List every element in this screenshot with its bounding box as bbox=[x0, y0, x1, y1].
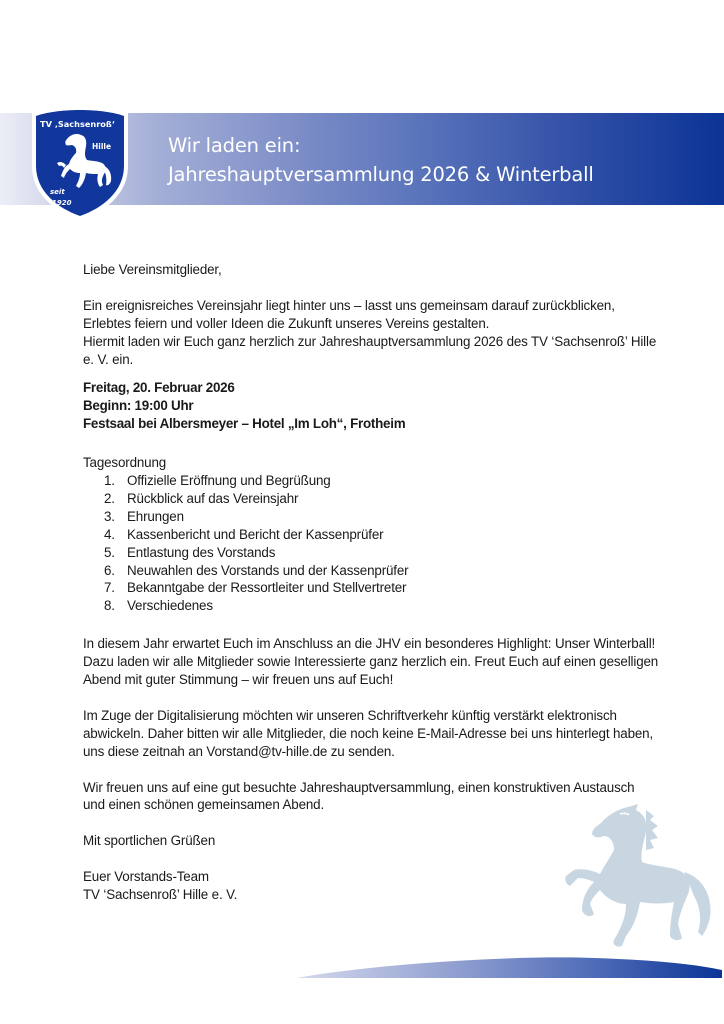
agenda-item bbox=[83, 472, 723, 490]
agenda-text: Rückblick auf das Vereinsjahr bbox=[127, 490, 299, 506]
agenda-text: Kassenbericht und Bericht der Kassenprüfer bbox=[127, 526, 384, 542]
digital-line: uns diese zeitnah an Vorstand@tv-hille.de zu senden. bbox=[83, 743, 395, 759]
signature-team: Euer Vorstands-Team bbox=[83, 869, 209, 885]
agenda-number: 4. bbox=[104, 526, 115, 542]
intro-line: e. V. ein. bbox=[83, 351, 134, 367]
agenda-text: Bekanntgabe der Ressortleiter und Stellvertreter bbox=[127, 580, 407, 596]
digital-line: Im Zuge der Digitalisierung möchten wir unseren Schriftverkehr künftig verstärkt elektronisch bbox=[83, 707, 617, 723]
crest-since-label: seit bbox=[50, 188, 65, 196]
footer-swoosh bbox=[294, 952, 724, 980]
agenda-number: 7. bbox=[104, 580, 115, 596]
invitation-title bbox=[168, 131, 594, 189]
club-crest-logo bbox=[30, 104, 130, 222]
agenda-number: 5. bbox=[104, 544, 115, 560]
agenda-number: 1. bbox=[104, 473, 115, 489]
crest-town: Hille bbox=[92, 142, 112, 151]
agenda-text: Offizielle Eröffnung und Begrüßung bbox=[127, 473, 331, 489]
agenda-item bbox=[83, 526, 723, 544]
closing-line: und einen schönen gemeinsamen Abend. bbox=[83, 797, 325, 813]
title-line-2: Jahreshauptversammlung 2026 & Winterball bbox=[168, 163, 594, 186]
agenda-item bbox=[83, 597, 723, 615]
event-time: Beginn: 19:00 Uhr bbox=[83, 398, 194, 414]
agenda-item bbox=[83, 579, 723, 597]
digital-line: abwickeln. Daher bitten wir alle Mitglieder, die noch keine E-Mail-Adresse bei uns hinterlegt haben, bbox=[83, 725, 654, 741]
winterball-line: Dazu laden wir alle Mitglieder sowie Interessierte ganz herzlich ein. Freut Euch auf einen geselligen bbox=[83, 654, 659, 670]
agenda-number: 3. bbox=[104, 508, 115, 524]
event-date: Freitag, 20. Februar 2026 bbox=[83, 380, 235, 396]
agenda-item bbox=[83, 562, 723, 580]
agenda-title: Tagesordnung bbox=[83, 455, 167, 471]
greeting: Mit sportlichen Grüßen bbox=[83, 833, 216, 849]
crest-since-year: 1920 bbox=[52, 199, 72, 207]
agenda-text: Entlastung des Vorstands bbox=[127, 544, 276, 560]
agenda-number: 8. bbox=[104, 598, 115, 614]
agenda-number: 2. bbox=[104, 490, 115, 506]
intro-line: Erlebtes feiern und voller Ideen die Zukunft unseres Vereins gestalten. bbox=[83, 315, 490, 331]
title-line-1: Wir laden ein: bbox=[168, 134, 301, 157]
signature-club: TV ‘Sachsenroß’ Hille e. V. bbox=[83, 886, 238, 902]
agenda-text: Neuwahlen des Vorstands und der Kassenprüfer bbox=[127, 562, 409, 578]
intro-line: Ein ereignisreiches Vereinsjahr liegt hinter uns – lasst uns gemeinsam darauf zurückblicken, bbox=[83, 297, 615, 313]
agenda-item bbox=[83, 490, 723, 508]
horse-watermark-icon bbox=[560, 800, 724, 960]
agenda-list bbox=[83, 472, 723, 615]
agenda-item bbox=[83, 544, 723, 562]
winterball-line: In diesem Jahr erwartet Euch im Anschluss an die JHV ein besonderes Highlight: Unser Winterball! bbox=[83, 636, 656, 652]
salutation: Liebe Vereinsmitglieder, bbox=[83, 262, 222, 277]
winterball-line: Abend mit guter Stimmung – wir freuen uns auf Euch! bbox=[83, 672, 394, 688]
event-location: Festsaal bei Albersmeyer – Hotel „Im Loh“, Frotheim bbox=[83, 416, 406, 432]
agenda-item bbox=[83, 508, 723, 526]
agenda-text: Verschiedenes bbox=[127, 598, 213, 614]
agenda-number: 6. bbox=[104, 562, 115, 578]
agenda-text: Ehrungen bbox=[127, 508, 184, 524]
closing-line: Wir freuen uns auf eine gut besuchte Jahreshauptversammlung, einen konstruktiven Austausch bbox=[83, 779, 635, 795]
crest-club-name: TV ‚Sachsenroß‘ bbox=[40, 119, 115, 129]
intro-line: Hiermit laden wir Euch ganz herzlich zur Jahreshauptversammlung 2026 des TV ‘Sachsenroß’ Hille bbox=[83, 333, 657, 349]
